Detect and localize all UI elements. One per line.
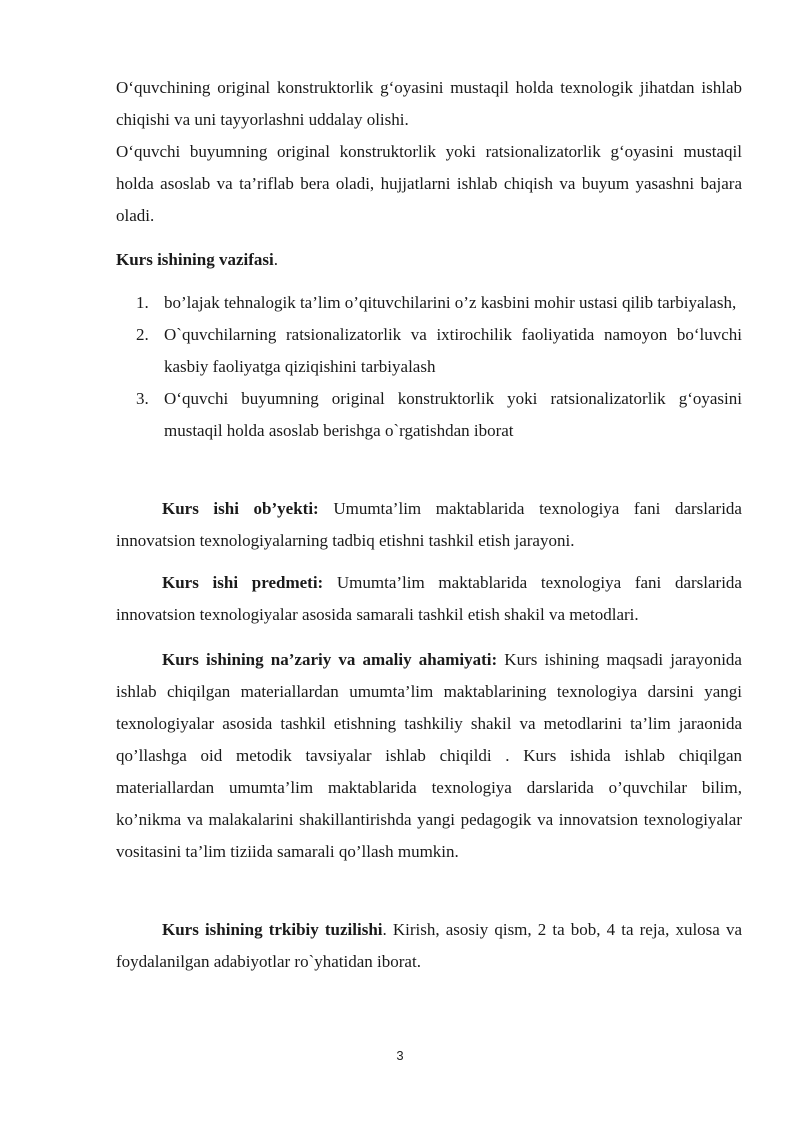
structure-section bbox=[116, 914, 742, 978]
list-item-text: O‘quvchi buyumning original konstruktorlik yoki ratsionalizatorlik g‘oyasini mustaqil holda asoslab berishga o`rgatishdan iborat bbox=[164, 389, 742, 440]
significance-label: Kurs ishining na’zariy va amaliy ahamiyati: bbox=[162, 650, 498, 669]
list-item-number: 3. bbox=[136, 389, 149, 408]
subject-text: Umumta’lim maktablarida texnologiya fani darslarida innovatsion texnologiyalar asosida samarali tashkil etish shakil va metodlari. bbox=[116, 573, 742, 624]
tasks-heading-label: Kurs ishining vazifasi bbox=[116, 250, 274, 269]
tasks-heading bbox=[116, 244, 742, 276]
list-item-text: O`quvchilarning ratsionalizatorlik va ixtirochilik faoliyatida namoyon bo‘luvchi kasbiy faoliyatga qiziqishini tarbiyalash bbox=[164, 325, 742, 376]
object-section bbox=[116, 493, 742, 557]
paragraph-goal-1: O‘quvchining original konstruktorlik g‘oyasini mustaqil holda texnologik jihatdan ishlab chiqishi va uni tayyorlashni uddalay olishi. bbox=[116, 78, 742, 129]
significance-text: Kurs ishining maqsadi jarayonida ishlab chiqilgan materiallardan umumta’lim maktablarining texnologiya darsini yangi texnologiyalar asosida tashkil etishning tashkiliy shakil va metodlarini ta’lim jaraonida qo’llashga oid metodik tavsiyalar ishlab chiqildi . Kurs ishida ishlab chiqilgan materiallardan umumta’lim maktablarida texnologiya darslarida o’quvchilar bilim, ko’nikma va malakalarini shakillantirishda yangi pedagogik va innovatsion texnologiyalar vositasini ta’lim tiziida samarali qo’llash mumkin. bbox=[116, 650, 742, 861]
tasks-list bbox=[136, 287, 742, 447]
subject-section bbox=[116, 567, 742, 631]
object-text: Umumta’lim maktablarida texnologiya fani darslarida innovatsion texnologiyalarning tadbiq etishni tashkil etish jarayoni. bbox=[116, 499, 742, 550]
list-item bbox=[136, 287, 742, 319]
page-number: 3 bbox=[396, 1048, 404, 1063]
object-label: Kurs ishi ob’yekti: bbox=[162, 499, 319, 518]
structure-text: . Kirish, asosiy qism, 2 ta bob, 4 ta reja, xulosa va foydalanilgan adabiyotlar ro`yhatidan iborat. bbox=[116, 920, 742, 971]
paragraph-goal-2: O‘quvchi buyumning original konstruktorlik yoki ratsionalizatorlik g‘oyasini mustaqil holda asoslab va ta’riflab bera oladi, hujjatlarni ishlab chiqish va buyum yasashni bajara oladi. bbox=[116, 142, 742, 225]
list-item bbox=[136, 319, 742, 383]
list-item-number: 1. bbox=[136, 293, 149, 312]
list-item bbox=[136, 383, 742, 447]
tasks-heading-punct: . bbox=[273, 250, 279, 269]
significance-section bbox=[116, 644, 742, 868]
subject-label: Kurs ishi predmeti: bbox=[162, 573, 324, 592]
list-item-number: 2. bbox=[136, 325, 149, 344]
intro-paragraphs bbox=[116, 72, 742, 232]
list-item-text: bo’lajak tehnalogik ta’lim o’qituvchilarini o’z kasbini mohir ustasi qilib tarbiyalash, bbox=[164, 293, 737, 312]
structure-label: Kurs ishining trkibiy tuzilishi bbox=[162, 920, 383, 939]
